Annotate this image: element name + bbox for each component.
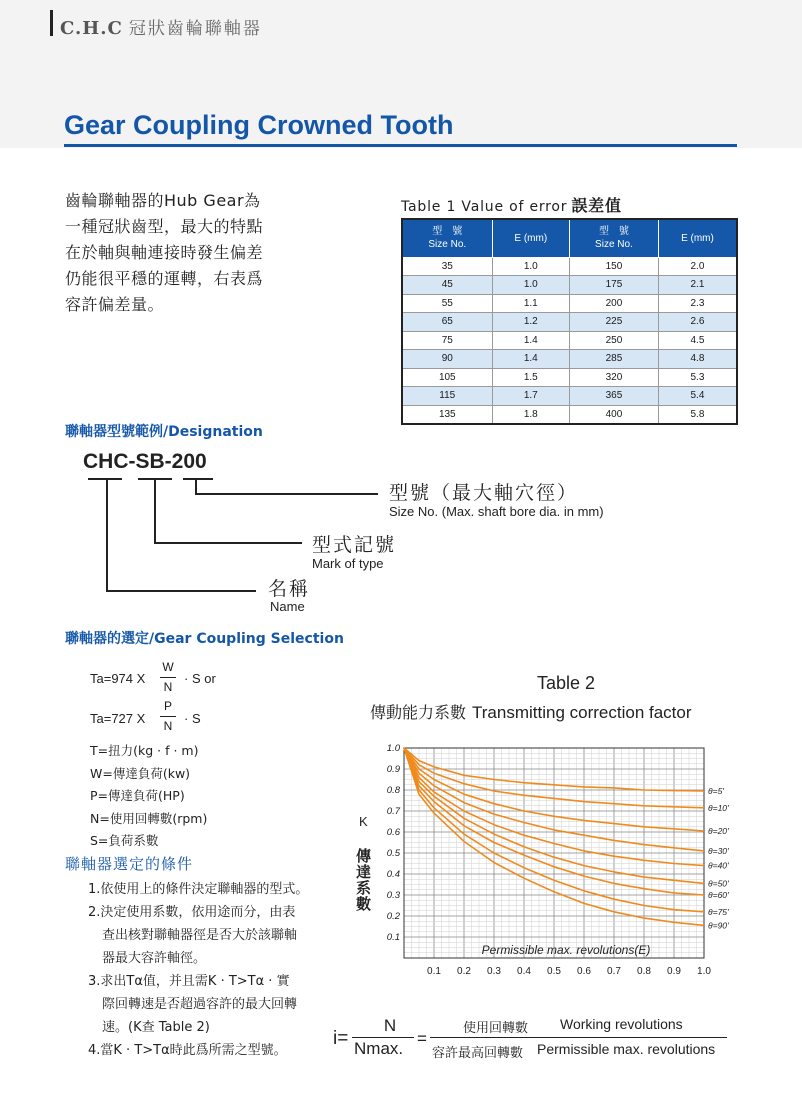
- table1-caption-en: Table 1 Value of error: [401, 199, 568, 215]
- y-tick-label: 0.8: [386, 785, 400, 796]
- cell: 5.8: [658, 405, 737, 424]
- bracket-type-stem: [154, 478, 156, 544]
- definition-item: N=使用回轉數(rpm): [90, 810, 208, 826]
- cell: 55: [402, 294, 492, 313]
- equation-top-zh: 使用回轉數: [463, 1021, 529, 1036]
- table-row: [402, 368, 737, 387]
- x-tick-label: 0.5: [547, 966, 561, 977]
- x-axis-label: Permissible max. revolutions(E): [481, 943, 651, 957]
- series-label: θ=30': [708, 845, 729, 856]
- intro-line: 在於軸與軸連接時發生偏差: [65, 243, 264, 262]
- designation-code: CHC-SB-200: [83, 450, 207, 473]
- intro-line: 一種冠狀齒型，最大的特點: [65, 217, 264, 236]
- table-row: [402, 387, 737, 406]
- x-tick-label: 0.2: [457, 966, 471, 977]
- condition-line: 3.求出Tα值，并且需K · T>Tα · 實: [88, 974, 290, 989]
- formula1-denominator: N: [163, 680, 173, 694]
- y-tick-label: 0.2: [386, 911, 400, 922]
- header-size-no: [569, 219, 658, 257]
- title-rule: [64, 144, 737, 147]
- y-axis-label-k: K: [359, 814, 368, 829]
- x-tick-label: 0.6: [577, 966, 591, 977]
- cell: 35: [402, 257, 492, 276]
- definition-item: T=扭力(kg · f · m): [90, 743, 199, 758]
- cell: 75: [402, 331, 492, 350]
- error-table: [401, 218, 738, 425]
- type-label-en: Mark of type: [312, 556, 384, 571]
- brand-logo: [60, 14, 262, 39]
- y-tick-label: 0.4: [386, 869, 400, 880]
- cell: 1.0: [492, 257, 569, 276]
- table-row: [402, 257, 737, 276]
- cell: 225: [569, 313, 658, 332]
- bracket-name-arm: [106, 590, 256, 592]
- equation-equals: =: [417, 1029, 427, 1048]
- bracket-name-top: [88, 478, 122, 480]
- y-tick-label: 0.9: [386, 764, 400, 775]
- table2-title: Table 2: [537, 673, 596, 693]
- definition-item: W=傳達負荷(kw): [90, 765, 191, 781]
- designation-title: 聯軸器型號範例/Designation: [65, 424, 263, 440]
- header-size-no: [402, 219, 492, 257]
- series-label: θ=90': [708, 920, 729, 931]
- cell: 1.4: [492, 350, 569, 369]
- condition-line: 1.依使用上的條件決定聯軸器的型式。: [88, 882, 309, 897]
- header-size-en: Size No.: [595, 239, 633, 251]
- condition-line: 查出核對聯軸器徑是否大於該聯軸: [102, 928, 298, 943]
- table-row: [402, 313, 737, 332]
- formula1-bar: [160, 677, 176, 678]
- cell: 4.8: [658, 350, 737, 369]
- header-error: E (mm): [492, 219, 569, 257]
- condition-line: 器最大容許軸徑。: [102, 951, 207, 966]
- condition-line: 速。(K查 Table 2): [102, 1020, 210, 1035]
- cell: 105: [402, 368, 492, 387]
- series-label: θ=40': [708, 860, 729, 871]
- cell: 4.5: [658, 331, 737, 350]
- definition-list: [90, 740, 207, 853]
- table-row: [402, 350, 737, 369]
- header-error: E (mm): [658, 219, 737, 257]
- cell: 1.0: [492, 276, 569, 295]
- formula1-right: · S or: [184, 671, 216, 686]
- y-axis-label-zh: 傳達系數: [356, 847, 372, 913]
- header-size-zh: 型 號: [598, 226, 629, 238]
- formula2-numerator: P: [163, 699, 172, 713]
- formula1-left: Ta=974 X: [90, 671, 146, 686]
- cell: 45: [402, 276, 492, 295]
- intro-text: [65, 188, 305, 318]
- formula1-numerator: W: [162, 660, 174, 674]
- cell: 90: [402, 350, 492, 369]
- condition-line: 2.決定使用系數，依用途而分，由表: [88, 905, 296, 920]
- y-tick-label: 0.1: [386, 932, 400, 943]
- intro-line: 容許偏差量。: [65, 295, 165, 314]
- cell: 1.8: [492, 405, 569, 424]
- intro-line: 仍能很平穩的運轉，右表爲: [65, 269, 264, 288]
- table-row: [402, 405, 737, 424]
- x-tick-label: 0.7: [607, 966, 621, 977]
- cell: 1.7: [492, 387, 569, 406]
- cell: 2.0: [658, 257, 737, 276]
- cell: 150: [569, 257, 658, 276]
- formula2-right: · S: [184, 711, 201, 726]
- formula2-left: Ta=727 X: [90, 711, 146, 726]
- equation-bar-left: [352, 1037, 414, 1038]
- size-label-en: Size No. (Max. shaft bore dia. in mm): [389, 504, 604, 519]
- bracket-type-arm: [154, 542, 302, 544]
- cell: 1.4: [492, 331, 569, 350]
- formula2-denominator: N: [163, 719, 173, 733]
- equation-bar-right: [430, 1037, 727, 1038]
- selection-title: 聯軸器的選定/Gear Coupling Selection: [65, 631, 344, 647]
- conditions-title: 聯軸器選定的條件: [65, 855, 194, 873]
- y-tick-label: 0.5: [386, 848, 400, 859]
- cell: 320: [569, 368, 658, 387]
- equation-i: i=: [333, 1028, 349, 1049]
- table1-caption-zh: 誤差值: [571, 196, 622, 215]
- cell: 365: [569, 387, 658, 406]
- cell: 2.6: [658, 313, 737, 332]
- table2-subtitle-zh: 傳動能力系數: [370, 703, 467, 722]
- name-label-zh: 名稱: [268, 578, 311, 600]
- series-label: θ=10': [708, 802, 729, 813]
- cell: 5.4: [658, 387, 737, 406]
- size-label-zh: 型號（最大軸穴徑）: [389, 482, 579, 504]
- brand-bar: [50, 10, 53, 36]
- cell: 200: [569, 294, 658, 313]
- series-label: θ=20': [708, 825, 729, 836]
- intro-line: 齒輪聯軸器的Hub Gear為: [65, 191, 261, 210]
- table2-subtitle-en: Transmitting correction factor: [472, 703, 692, 722]
- brand-subtitle: 冠狀齒輪聯軸器: [128, 19, 262, 39]
- equation-numerator: N: [383, 1016, 397, 1035]
- cell: 285: [569, 350, 658, 369]
- equation-denominator: Nmax.: [354, 1039, 404, 1058]
- correction-factor-chart: [370, 740, 750, 1000]
- name-label-en: Name: [270, 599, 305, 614]
- x-tick-label: 0.3: [487, 966, 501, 977]
- equation-bottom-zh: 容許最高回轉數: [432, 1046, 524, 1061]
- header-size-en: Size No.: [428, 239, 467, 251]
- cell: 2.3: [658, 294, 737, 313]
- bracket-size-arm: [195, 493, 378, 495]
- brand-name: C.H.C: [60, 18, 123, 39]
- cell: 1.1: [492, 294, 569, 313]
- cell: 250: [569, 331, 658, 350]
- y-tick-label: 0.6: [386, 827, 400, 838]
- cell: 5.3: [658, 368, 737, 387]
- definition-item: S=負荷系數: [90, 833, 159, 848]
- series-label: θ=5': [708, 786, 724, 797]
- cell: 2.1: [658, 276, 737, 295]
- y-tick-label: 0.3: [386, 890, 400, 901]
- equation-top-en: Working revolutions: [560, 1016, 683, 1032]
- cell: 65: [402, 313, 492, 332]
- series-label: θ=50': [708, 878, 729, 889]
- table-row: [402, 294, 737, 313]
- type-label-zh: 型式記號: [312, 534, 397, 556]
- condition-line: 4.當K · T>Tα時此爲所需之型號。: [88, 1043, 287, 1058]
- header-size-zh: 型 號: [432, 226, 463, 238]
- series-label: θ=60': [708, 890, 729, 900]
- y-tick-label: 0.7: [386, 806, 400, 817]
- cell: 175: [569, 276, 658, 295]
- table-row: [402, 276, 737, 295]
- y-tick-label: 1.0: [386, 743, 400, 754]
- table-row: [402, 331, 737, 350]
- equation-bottom-en: Permissible max. revolutions: [537, 1041, 716, 1057]
- condition-line: 際回轉速是否超過容許的最大回轉: [102, 997, 298, 1012]
- x-tick-label: 0.4: [517, 966, 531, 977]
- bracket-name-stem: [106, 478, 108, 592]
- cell: 400: [569, 405, 658, 424]
- definition-item: P=傳達負荷(HP): [90, 788, 185, 803]
- x-tick-label: 1.0: [697, 966, 711, 977]
- table-header-row: [402, 219, 737, 257]
- cell: 115: [402, 387, 492, 406]
- cell: 135: [402, 405, 492, 424]
- x-tick-label: 0.1: [427, 966, 441, 977]
- table2-subtitle: [370, 700, 692, 723]
- cell: 1.5: [492, 368, 569, 387]
- series-label: θ=75': [708, 906, 729, 917]
- page-title: Gear Coupling Crowned Tooth: [64, 110, 454, 140]
- bracket-size-top: [183, 478, 213, 480]
- conditions-list: [88, 878, 338, 1062]
- formula2-bar: [160, 716, 176, 717]
- table1-caption: [401, 193, 622, 216]
- cell: 1.2: [492, 313, 569, 332]
- x-tick-label: 0.9: [667, 966, 681, 977]
- x-tick-label: 0.8: [637, 966, 651, 977]
